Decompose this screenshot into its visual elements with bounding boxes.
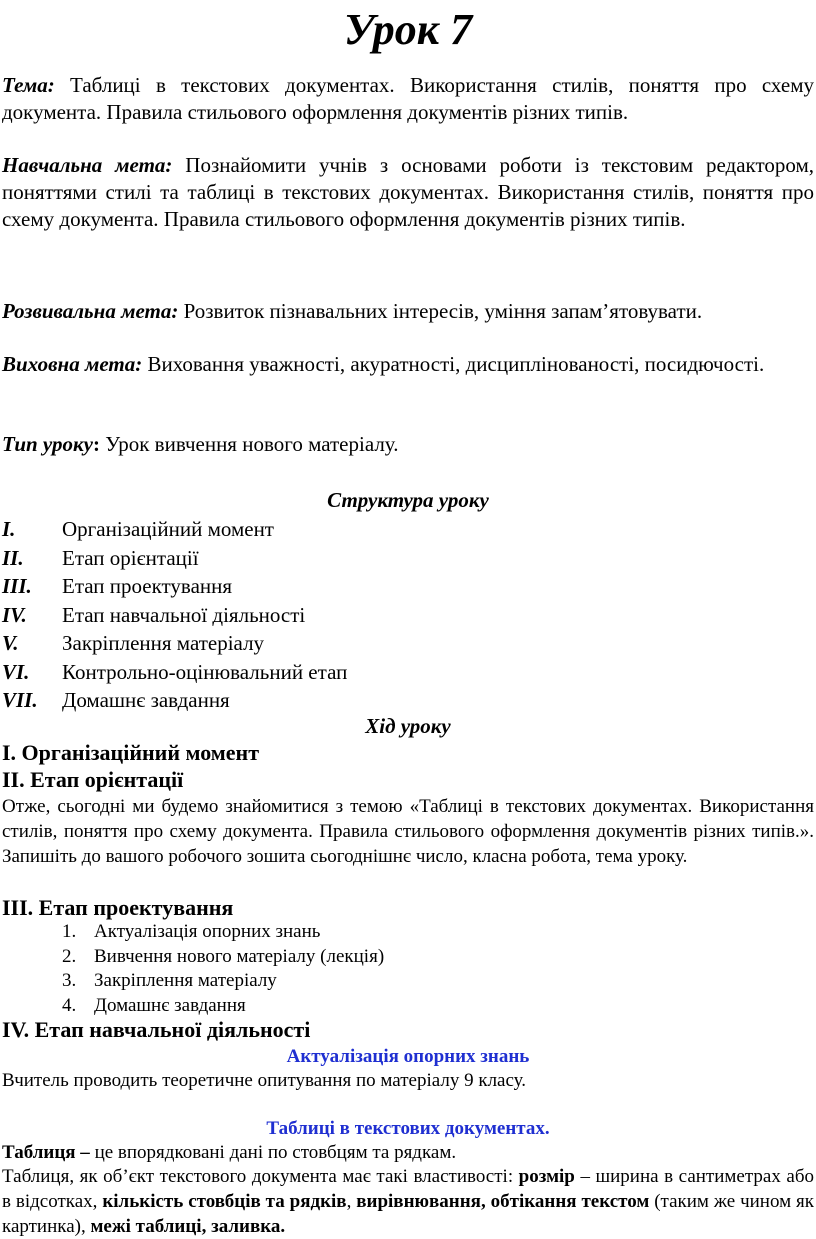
structure-item-number: VI. (2, 659, 30, 684)
topic-paragraph (2, 72, 814, 126)
list-item-text: Актуалізація опорних знань (94, 921, 321, 942)
topic-label: Тема: (2, 73, 55, 97)
developmental-goal-paragraph (2, 298, 814, 325)
properties-text: Таблиця, як об’єкт текстового документа має такі властивості: (2, 1166, 519, 1187)
topic-text: Таблиці в текстових документах. Використання стилів, поняття про схему документа. Правила стильового оформлення документів різних типів. (2, 73, 814, 124)
educational-goal-text: Познайомити учнів з основами роботи із текстовим редактором, поняттями стилі та таблиці в текстових документах. Використання стилів, поняття про схему документа. Правила стильового оформлення документів різних типів. (2, 153, 815, 231)
list-item (62, 945, 384, 970)
property-size: розмір (518, 1166, 575, 1187)
list-item (62, 920, 384, 945)
structure-item-number: IV. (2, 602, 27, 627)
lesson-type-paragraph (2, 431, 814, 458)
property-columns-rows: кількість стовбців та рядків (102, 1191, 347, 1212)
structure-item-number: V. (2, 631, 19, 655)
developmental-goal-label: Розвивальна мета: (2, 299, 179, 323)
lesson-type-label: Тип уроку (2, 432, 93, 456)
definition-term: Таблиця – (2, 1142, 90, 1163)
list-item-number: 2. (62, 945, 77, 967)
structure-item-number: I. (2, 517, 16, 541)
structure-item-text: Домашнє завдання (62, 688, 230, 712)
lesson-type-text: Урок вивчення нового матеріалу. (99, 432, 399, 456)
developmental-goal-text: Розвиток пізнавальних інтересів, уміння запам’ятовувати. (178, 299, 703, 323)
list-item-text: Вивчення нового матеріалу (лекція) (94, 945, 385, 967)
structure-item-text: Закріплення матеріалу (62, 631, 265, 655)
table-definition (2, 1140, 814, 1165)
educational-goal-label: Навчальна мета: (2, 153, 173, 177)
structure-item-text: Етап навчальної діяльності (62, 602, 306, 627)
structure-item (2, 572, 702, 601)
structure-item (2, 629, 702, 658)
section-heading: I. Організаційний момент (2, 740, 260, 765)
plan-list (62, 920, 384, 1018)
upbringing-goal-text: Виховання уважності, акуратності, дисциплінованості, посидючості. (142, 352, 765, 376)
upbringing-goal-label: Виховна мета: (2, 352, 143, 376)
structure-item (2, 544, 702, 573)
structure-item (2, 686, 702, 715)
structure-item (2, 515, 702, 544)
structure-title: Структура уроку (327, 488, 489, 512)
list-item-number: 4. (62, 994, 77, 1016)
structure-item (2, 658, 702, 687)
structure-item (2, 601, 702, 630)
structure-list (2, 515, 702, 715)
section-heading: IV. Етап навчальної діяльності (2, 1017, 311, 1042)
section-heading: III. Етап проектування (2, 895, 234, 920)
structure-item-number: VII. (2, 688, 38, 712)
definition-text: це впорядковані дані по стовбцям та рядкам. (89, 1142, 457, 1163)
structure-item-text: Контрольно-оцінювальний етап (62, 659, 348, 684)
properties-text: (таким же чином як картинка), (2, 1191, 814, 1237)
table-properties (2, 1164, 814, 1239)
properties-text: , (346, 1191, 357, 1212)
subsection-title: Актуалізація опорних знань (286, 1046, 530, 1067)
structure-item-number: III. (2, 574, 32, 598)
property-borders-fill: межі таблиці, заливка. (90, 1216, 286, 1237)
educational-goal-paragraph (2, 152, 814, 233)
subsection-title: Таблиці в текстових документах. (266, 1118, 550, 1139)
list-item (62, 969, 384, 994)
upbringing-goal-paragraph (2, 351, 814, 378)
list-item-text: Закріплення матеріалу (94, 970, 277, 991)
properties-text: – ширина в сантиметрах або в відсотках, (2, 1166, 814, 1212)
lesson-title: Урок 7 (343, 5, 473, 54)
list-item (62, 994, 384, 1019)
structure-item-text: Етап проектування (62, 574, 233, 598)
structure-item-number: II. (2, 545, 24, 570)
list-item-text: Домашнє завдання (94, 994, 246, 1016)
lesson-progress-title: Хід уроку (365, 714, 451, 738)
section-heading: II. Етап орієнтації (2, 767, 184, 792)
list-item-number: 1. (62, 921, 77, 942)
list-item-number: 3. (62, 970, 77, 991)
property-alignment-wrapping: вирівнювання, обтікання текстом (356, 1191, 650, 1212)
lesson-type-colon: : (92, 432, 100, 456)
structure-item-text: Етап орієнтації (62, 545, 199, 570)
survey-text: Вчитель проводить теоретичне опитування по матеріалу 9 класу. (2, 1070, 527, 1091)
structure-item-text: Організаційний момент (62, 517, 274, 541)
orientation-text: Отже, сьогодні ми будемо знайомитися з темою «Таблиці в текстових документах. Використання стилів, поняття про схему документа. Правила стильового оформлення документів різних типів.». Запишіть до вашого робочого зошита сьогоднішнє число, класна робота, тема уроку. (2, 796, 814, 867)
